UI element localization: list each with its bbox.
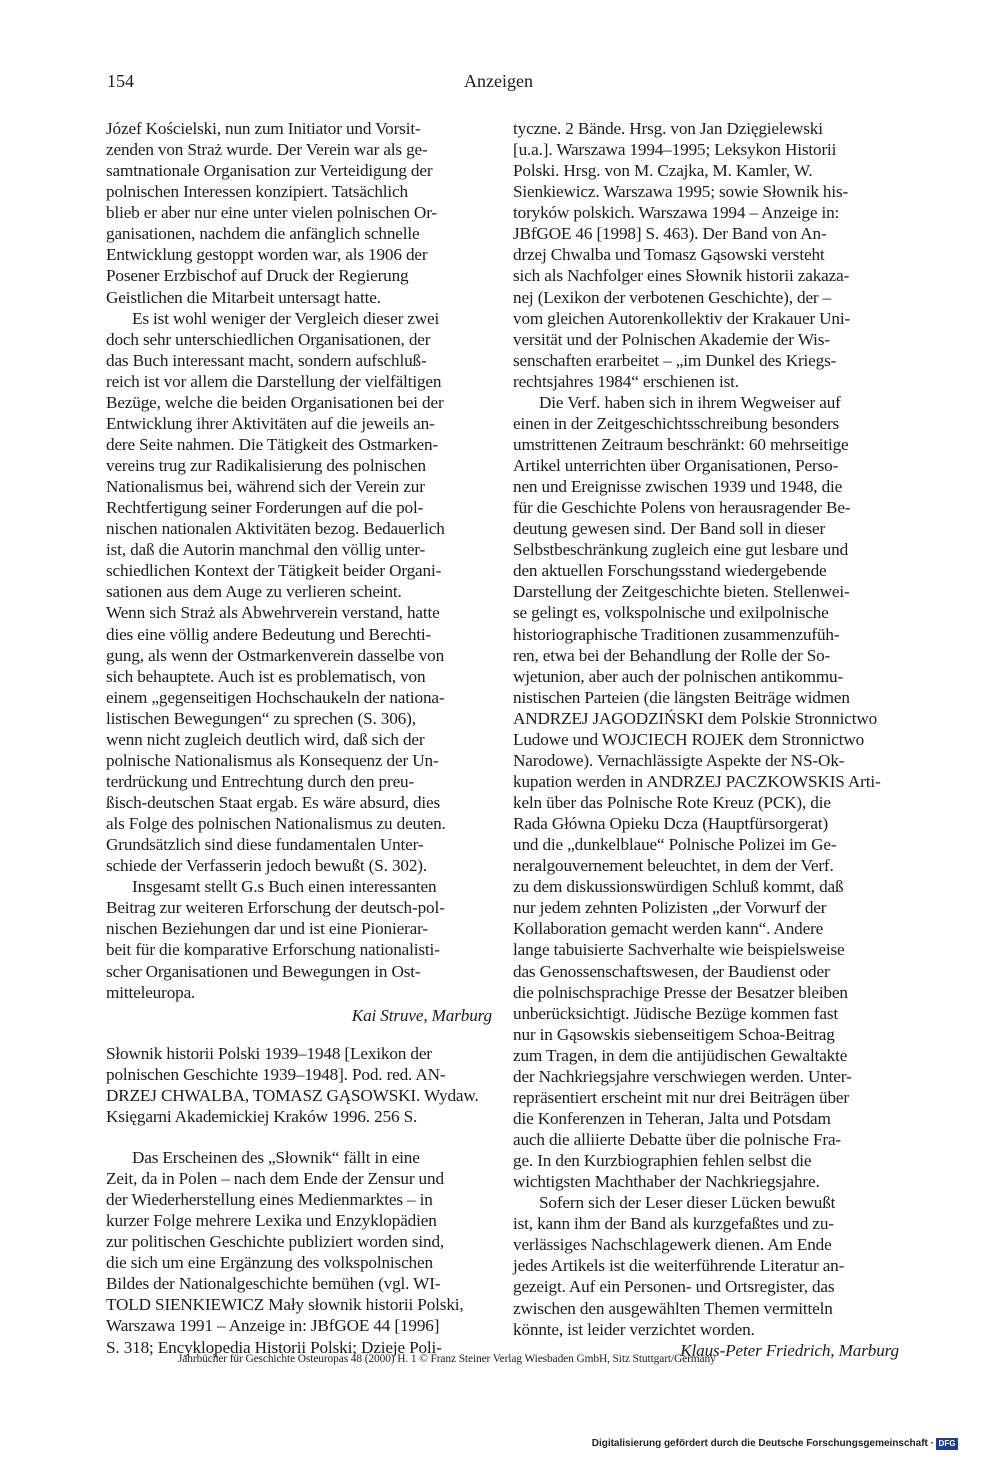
paragraph: Die Verf. haben sich in ihrem Wegweiser auf einen in der Zeitgeschichtsschreibung besonders umstrittenen Zeitraum beschränkt: 60 mehrseitige Artikel unterrichten über Organisationen, Perso- nen und Ereignisse zwischen 1939 und 1948, die für die Geschichte Polens von herausragender Be- deutung gewesen sind. Der Band soll in dieser Selbstbeschränkung zugleich eine gut lesbare und den aktuellen Forschungsstand wiedergebende Darstellung der Zeitgeschichte bieten. Stellenwei- se gelingt es, volkspolnische und exilpolnische historiographische Traditionen zusammenzufüh- ren, etwa bei der Behandlung der Rolle der So- wjetunion, aber auch der polnischen antikommu- nistischen Parteien (die längsten Beiträge widmen ANDRZEJ JAGODZIŃSKI dem Polskie Stronnictwo Ludowe und WOJCIECH ROJEK dem Stronnictwo Narodowe). Vernachlässigte Aspekte der NS-Ok- kupation werden in ANDRZEJ PACZKOWSKIS Arti- keln über das Polnische Rote Kreuz (PCK), die Rada Główna Opieku Dcza (Hauptfürsorgerat) und die „dunkelblaue“ Polnische Polizei im Ge- neralgouvernement beleuchtet, in dem der Verf. zu dem diskussionswürdigen Schluß kommt, daß nur jedem zehnten Polizisten „der Vorwurf der Kollaboration gemacht werden kann“. Andere lange tabuisierte Sachverhalte wie beispielsweise das Genossenschaftswesen, der Baudienst oder die polnischsprachige Presse der Besatzer bleiben unberücksichtigt. Jüdische Bezüge kommen fast nur in Gąsowskis siebenseitigem Schoa-Beitrag zum Tragen, in dem die antijüdischen Gewaltakte der Nachkriegsjahre verschwiegen werden. Unter- repräsentiert erscheint mit nur drei Beiträgen über die Konferenzen in Teheran, Jalta und Potsdam auch die alliierte Debatte über die polnische Fra- ge. In den Kurzbiographien fehlen selbst die wichtigsten Machthaber der Nachkriegsjahre. (513, 392, 881, 1192)
digitization-text: Digitalisierung gefördert durch die Deutsche Forschungsgemeinschaft · (591, 1438, 934, 1449)
paragraph: Das Erscheinen des „Słownik“ fällt in eine Zeit, da in Polen – nach dem Ende der Zensur und der Wiederherstellung eines Medienmarktes – in kurzer Folge mehrere Lexika und Enzyklopädien zur politischen Geschichte publiziert worden sind, die sich um eine Ergänzung des volkspolnischen Bildes der Nationalgeschichte bemühen (vgl. WI- TOLD SIENKIEWICZ Mały słownik historii Polski, Warszawa 1991 – Anzeige in: JBfGOE 44 [1996] S. 318; Encyklopedia Historii Polski; Dzieje Poli- (106, 1147, 464, 1357)
bibliographic-entry: Słownik historii Polski 1939–1948 [Lexikon der polnischen Geschichte 1939–1948]. Pod. red. AN- DRZEJ CHWALBA, TOMASZ GĄSOWSKI. Wydaw. Księgarni Akademickiej Kraków 1996. 256 S. (106, 1043, 479, 1126)
review-signature: Kai Struve, Marburg (351, 1005, 492, 1025)
publisher-imprint: Jahrbücher für Geschichte Osteuropas 48 (2000) H. 1 © Franz Steiner Verlag Wiesbaden GmbH, Sitz Stuttgart/Germany (178, 1353, 716, 1365)
review-signature: Klaus-Peter Friedrich, Marburg (680, 1340, 899, 1360)
digitization-notice (592, 1438, 958, 1450)
paragraph-continued: tyczne. 2 Bände. Hrsg. von Jan Dzięgielewski [u.a.]. Warszawa 1994–1995; Leksykon Historii Polski. Hrsg. von M. Czajka, M. Kamler, W. Sienkiewicz. Warszawa 1995; sowie Słownik his- toryków polskich. Warszawa 1994 – Anzeige in: JBfGOE 46 [1998] S. 463). Der Band von An- drzej Chwalba und Tomasz Gąsowski versteht sich als Nachfolger eines Słownik historii zakaza- nej (Lexikon der verbotenen Geschichte), der – vom gleichen Autorenkollektiv der Krakauer Uni- versität und der Polnischen Akademie der Wis- senschaften erarbeitet – „im Dunkel des Kriegs- rechtsjahres 1984“ erschienen ist. (513, 119, 851, 391)
dfg-logo-icon: DFG (936, 1438, 958, 1450)
paragraph: Insgesamt stellt G.s Buch einen interessanten Beitrag zur weiteren Erforschung der deutsch-pol- nischen Beziehungen dar und ist eine Pionierar- beit für die komparative Erforschung nationalisti- scher Organisationen und Bewegungen in Ost- mitteleuropa. (106, 877, 445, 1002)
paragraph: Sofern sich der Leser dieser Lücken bewußt ist, kann ihm der Band als kurzgefaßtes und zu- verlässiges Nachschlagewerk dienen. Am Ende jedes Artikels ist die weiterführende Literatur an- gezeigt. Auf ein Personen- und Ortsregister, das zwischen den ausgewählten Themen vermitteln könnte, ist leider verzichtet worden. (513, 1193, 845, 1339)
page-number: 154 (107, 71, 134, 91)
paragraph: Es ist wohl weniger der Vergleich dieser zwei doch sehr unterschiedlichen Organisationen, der das Buch interessant macht, sondern aufschluß- reich ist vor allem die Darstellung der vielfältigen Bezüge, welche die beiden Organisationen bei der Entwicklung ihrer Aktivitäten auf die jeweils an- dere Seite nahmen. Die Tätigkeit des Ostmarken- vereins trug zur Radikalisierung des polnischen Nationalismus bei, während sich der Verein zur Rechtfertigung seiner Forderungen auf die pol- nischen nationalen Aktivitäten bezog. Bedauerlich ist, daß die Autorin manchmal den völlig unter- schiedlichen Kontext der Tätigkeit beider Organi- sationen aus dem Auge zu verlieren scheint. Wenn sich Straż als Abwehrverein verstand, hatte dies eine völlig andere Bedeutung und Berechti- gung, als wenn der Ostmarkenverein dasselbe von sich behauptete. Auch ist es problematisch, von einem „gegenseitigen Hochschaukeln der nationa- listischen Bewegungen“ zu sprechen (S. 306), wenn nicht zugleich deutlich wird, daß sich der polnische Nationalismus als Konsequenz der Un- terdrückung und Entrechtung durch den preu- ßisch-deutschen Staat ergab. Es wäre absurd, dies als Folge des polnischen Nationalismus zu deuten. Grundsätzlich sind diese fundamentalen Unter- schiede der Verfasserin jedoch bewußt (S. 302). (106, 308, 446, 876)
running-head: Anzeigen (464, 71, 533, 91)
paragraph-continued: Józef Kościelski, nun zum Initiator und Vorsit- zenden von Straż wurde. Der Verein war als ge- samtnationale Organisation zur Verteidigung der polnischen Interessen konzipiert. Tatsächlich blieb er aber nur eine unter vielen polnischen Or- ganisationen, nachdem die anfänglich schnelle Entwicklung gestoppt worden war, als 1906 der Posener Erzbischof auf Druck der Regierung Geistlichen die Mitarbeit untersagt hatte. (106, 119, 437, 307)
left-column (106, 118, 492, 1358)
right-column (513, 118, 899, 1361)
